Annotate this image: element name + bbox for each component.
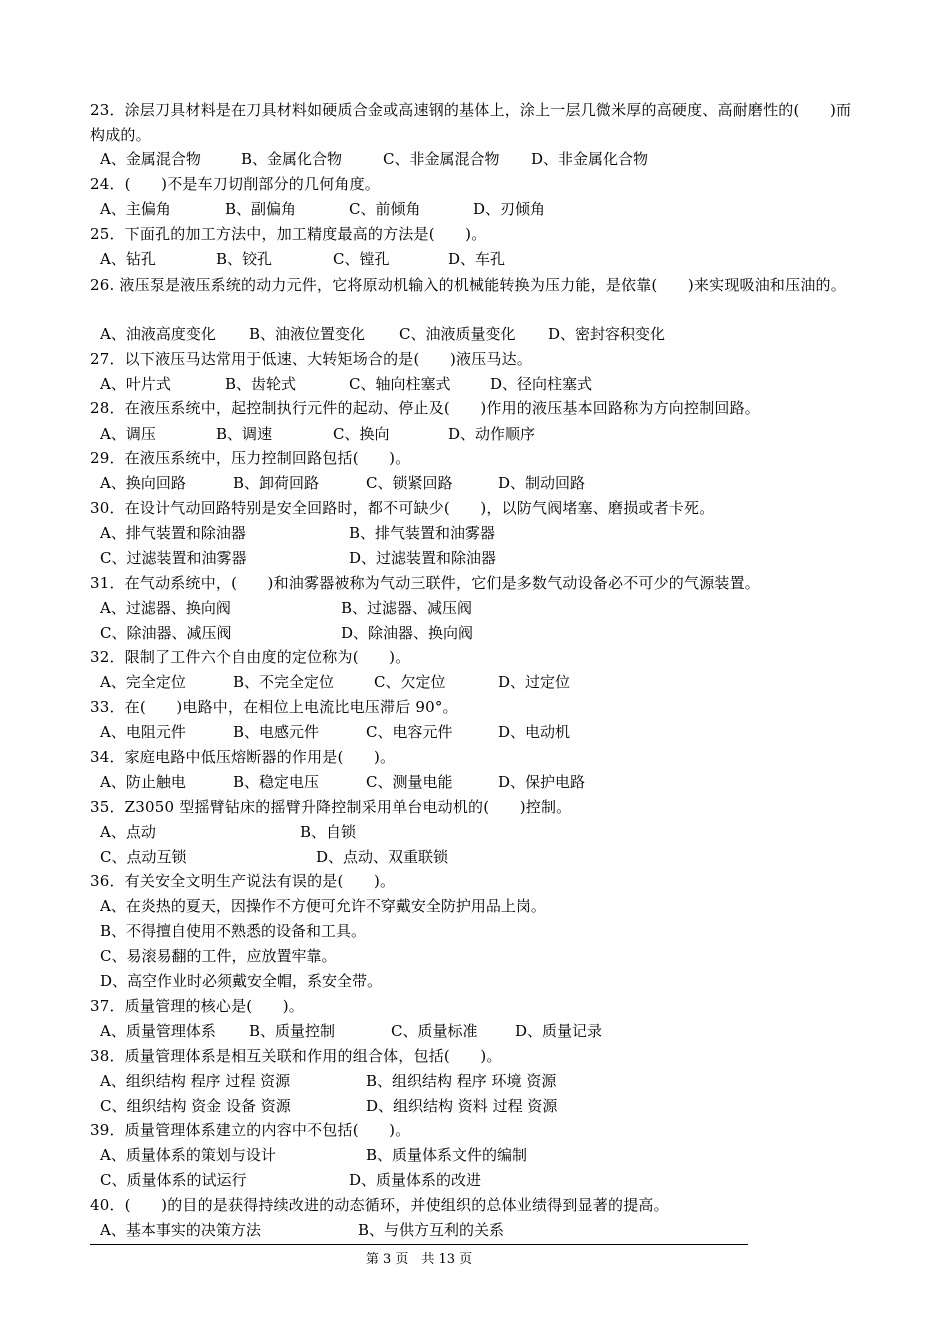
option: B、不完全定位	[233, 673, 335, 691]
question-35: 35．Z3050 型摇臂钻床的摇臂升降控制采用单台电动机的( )控制。	[90, 798, 572, 816]
option: C、除油器、减压阀	[100, 624, 232, 642]
option: D、密封容积变化	[548, 325, 666, 343]
option: B、不得擅自使用不熟悉的设备和工具。	[100, 922, 367, 940]
option: C、换向	[333, 425, 390, 443]
option: B、齿轮式	[225, 375, 297, 393]
option: A、主偏角	[100, 200, 171, 218]
question-38: 38．质量管理体系是相互关联和作用的组合体，包括( )。	[90, 1047, 502, 1065]
option: B、电感元件	[233, 723, 320, 741]
question-28: 28．在液压系统中，起控制执行元件的起动、停止及( )作用的液压基本回路称为方向控制回路。	[90, 399, 760, 417]
option: D、非金属化合物	[531, 150, 649, 168]
option: B、副偏角	[225, 200, 297, 218]
option: D、过定位	[498, 673, 571, 691]
option: B、排气装置和油雾器	[349, 524, 496, 542]
option: C、测量电能	[366, 773, 453, 791]
footer-rule	[90, 1244, 748, 1245]
question-36: 36．有关安全文明生产说法有误的是( )。	[90, 872, 396, 890]
option: C、轴向柱塞式	[349, 375, 451, 393]
question-29: 29．在液压系统中，压力控制回路包括( )。	[90, 449, 411, 467]
option: A、质量体系的策划与设计	[100, 1146, 276, 1164]
option: A、过滤器、换向阀	[100, 599, 231, 617]
option: B、金属化合物	[241, 150, 343, 168]
question-24: 24．( )不是车刀切削部分的几何角度。	[90, 175, 380, 193]
option: A、点动	[100, 823, 156, 841]
option: C、点动互锁	[100, 848, 187, 866]
option: C、过滤装置和油雾器	[100, 549, 247, 567]
option: A、组织结构 程序 过程 资源	[100, 1072, 291, 1090]
option: C、欠定位	[374, 673, 446, 691]
option: B、卸荷回路	[233, 474, 320, 492]
option: C、质量体系的试运行	[100, 1171, 247, 1189]
question-32: 32．限制了工件六个自由度的定位称为( )。	[90, 648, 411, 666]
option: A、防止触电	[100, 773, 186, 791]
option: A、钻孔	[100, 250, 156, 268]
option: D、车孔	[448, 250, 506, 268]
option: A、叶片式	[100, 375, 171, 393]
option: D、制动回路	[498, 474, 586, 492]
option: B、组织结构 程序 环境 资源	[366, 1072, 557, 1090]
option: B、自锁	[300, 823, 357, 841]
option: C、镗孔	[333, 250, 390, 268]
option: D、除油器、换向阀	[341, 624, 474, 642]
option: A、完全定位	[100, 673, 186, 691]
option: C、质量标准	[391, 1022, 478, 1040]
question-37: 37．质量管理的核心是( )。	[90, 997, 304, 1015]
option: C、组织结构 资金 设备 资源	[100, 1097, 291, 1115]
option: D、电动机	[498, 723, 571, 741]
option: D、径向柱塞式	[490, 375, 593, 393]
option: B、质量体系文件的编制	[366, 1146, 528, 1164]
option: A、金属混合物	[100, 150, 201, 168]
option: D、点动、双重联锁	[316, 848, 449, 866]
option: A、在炎热的夏天，因操作不方便可允许不穿戴安全防护用品上岗。	[100, 897, 546, 915]
question-23: 23．涂层刀具材料是在刀具材料如硬质合金或高速钢的基体上，涂上一层几微米厚的高硬度、高耐磨性的( )而构成的。	[90, 101, 852, 144]
option: B、过滤器、减压阀	[341, 599, 473, 617]
option: D、过滤装置和除油器	[349, 549, 497, 567]
option: A、排气装置和除油器	[100, 524, 246, 542]
option: C、电容元件	[366, 723, 453, 741]
question-34: 34．家庭电路中低压熔断器的作用是( )。	[90, 748, 396, 766]
option: D、组织结构 资料 过程 资源	[366, 1097, 558, 1115]
option: A、油液高度变化	[100, 325, 216, 343]
question-39: 39．质量管理体系建立的内容中不包括( )。	[90, 1121, 411, 1139]
page-number: 第 3 页 共 13 页	[365, 1252, 473, 1267]
option: B、调速	[216, 425, 273, 443]
question-31: 31．在气动系统中，( )和油雾器被称为气动三联件，它们是多数气动设备必不可少的气源装置。	[90, 574, 760, 592]
option: A、基本事实的决策方法	[100, 1221, 261, 1239]
option: B、与供方互利的关系	[358, 1221, 505, 1239]
option: D、刃倾角	[473, 200, 546, 218]
option: B、稳定电压	[233, 773, 320, 791]
option: D、保护电路	[498, 773, 586, 791]
question-25: 25．下面孔的加工方法中，加工精度最高的方法是( )。	[90, 225, 487, 243]
option: C、油液质量变化	[399, 325, 516, 343]
question-33: 33．在( )电路中，在相位上电流比电压滞后 90°。	[90, 698, 458, 716]
question-40: 40．( )的目的是获得持续改进的动态循环，并使组织的总体业绩得到显著的提高。	[90, 1196, 669, 1214]
option: B、油液位置变化	[249, 325, 366, 343]
option: D、高空作业时必须戴安全帽，系安全带。	[100, 972, 383, 990]
option: A、质量管理体系	[100, 1022, 216, 1040]
option: B、铰孔	[216, 250, 273, 268]
question-26: 26. 液压泵是液压系统的动力元件，它将原动机输入的机械能转换为压力能，是依靠( )来实现吸油和压油的。	[90, 276, 846, 294]
option: C、前倾角	[349, 200, 421, 218]
question-27: 27．以下液压马达常用于低速、大转矩场合的是( )液压马达。	[90, 350, 532, 368]
option: D、质量记录	[515, 1022, 603, 1040]
option: A、电阻元件	[100, 723, 186, 741]
option: D、动作顺序	[448, 425, 536, 443]
option: C、易滚易翻的工件，应放置牢靠。	[100, 947, 337, 965]
option: D、质量体系的改进	[349, 1171, 482, 1189]
question-30: 30．在设计气动回路特别是安全回路时，都不可缺少( )，以防气阀堵塞、磨损或者卡死。	[90, 499, 715, 517]
option: C、锁紧回路	[366, 474, 453, 492]
option: A、换向回路	[100, 474, 186, 492]
option: B、质量控制	[249, 1022, 336, 1040]
option: A、调压	[100, 425, 156, 443]
option: C、非金属混合物	[383, 150, 500, 168]
